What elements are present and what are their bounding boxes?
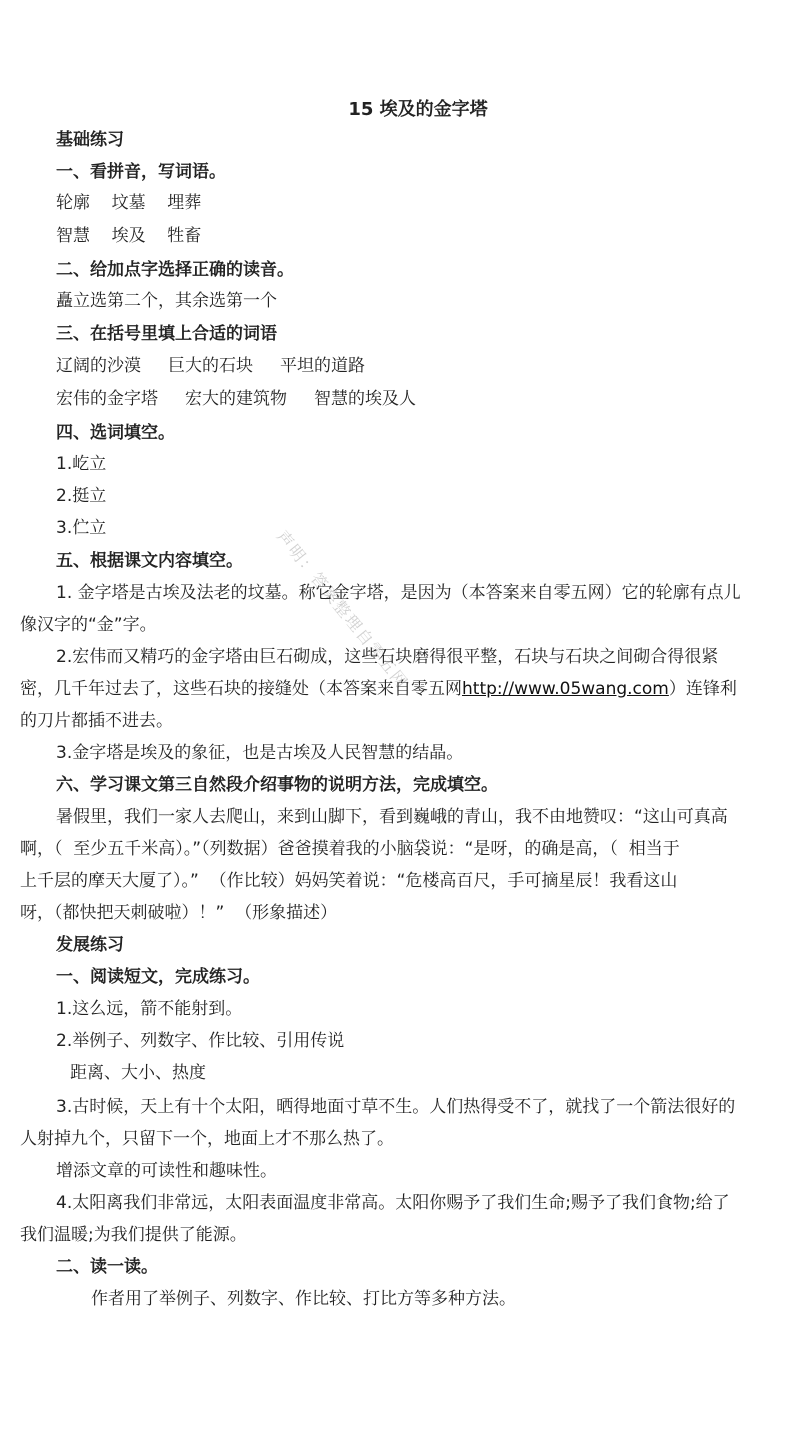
answer-line: 1.屹立	[56, 454, 107, 474]
answer-line: 增添文章的可读性和趣味性。	[56, 1161, 277, 1181]
answer-line: 1. 金字塔是古埃及法老的坟墓。称它金字塔，是因为（本答案来自零五网）它的轮廓有点儿	[56, 583, 741, 603]
question-heading: 一、看拼音，写词语。	[56, 162, 226, 182]
answer-line: 距离、大小、热度	[70, 1063, 206, 1083]
answer-text: 密，几千年过去了，这些石块的接缝处（本答案来自零五网	[20, 679, 462, 699]
source-link[interactable]: http://www.05wang.com	[462, 679, 669, 699]
answer-line: 2.宏伟而又精巧的金字塔由巨石砌成，这些石块磨得很平整，石块与石块之间砌合得很紧	[56, 647, 719, 667]
answer-line: 2.挺立	[56, 486, 107, 506]
answer-line: 像汉字的“金”字。	[20, 615, 157, 635]
answer-line	[20, 678, 737, 700]
answer-line: 人射掉九个，只留下一个，地面上才不那么热了。	[20, 1129, 394, 1149]
answer-line: 3.伫立	[56, 518, 107, 538]
answer-line: 我们温暖;为我们提供了能源。	[20, 1225, 247, 1245]
question-heading: 二、读一读。	[56, 1257, 158, 1277]
section-heading-basic: 基础练习	[56, 130, 124, 150]
answer-line: 智慧 埃及 牲畜	[56, 226, 202, 246]
answer-line: 2.举例子、列数字、作比较、引用传说	[56, 1031, 345, 1051]
answer-text: ）连锋利	[668, 679, 737, 699]
answer-line: 轮廓 坟墓 埋葬	[56, 193, 202, 213]
question-heading: 一、阅读短文，完成练习。	[56, 967, 260, 987]
answer-line: 作者用了举例子、列数字、作比较、打比方等多种方法。	[91, 1289, 516, 1309]
answer-line: 4.太阳离我们非常远，太阳表面温度非常高。太阳你赐予了我们生命;赐予了我们食物;给了	[56, 1193, 730, 1213]
question-heading: 三、在括号里填上合适的词语	[56, 324, 277, 344]
answer-line: 辽阔的沙漠 巨大的石块 平坦的道路	[56, 356, 366, 376]
answer-line: 3.金字塔是埃及的象征，也是古埃及人民智慧的结晶。	[56, 743, 464, 763]
question-heading: 四、选词填空。	[56, 423, 175, 443]
page-title: 15 埃及的金字塔	[348, 99, 488, 120]
question-heading: 五、根据课文内容填空。	[56, 551, 243, 571]
answer-line: 3.古时候，天上有十个太阳，晒得地面寸草不生。人们热得受不了，就找了一个箭法很好的	[56, 1097, 736, 1117]
watermark-text: 声明：答案整理自零五网	[272, 526, 413, 693]
answer-line: 呀，（都快把天刺破啦）！” （形象描述）	[20, 903, 338, 923]
answer-line: 啊，（ 至少五千米高）。”（列数据）爸爸摸着我的小脑袋说：“是呀，的确是高，（ 相当于	[20, 839, 680, 859]
answer-line: 暑假里，我们一家人去爬山，来到山脚下，看到巍峨的青山，我不由地赞叹：“这山可真高	[56, 807, 728, 827]
answer-line: 1.这么远，箭不能射到。	[56, 999, 243, 1019]
section-heading-develop: 发展练习	[56, 935, 124, 955]
answer-line: 宏伟的金字塔 宏大的建筑物 智慧的埃及人	[56, 389, 417, 409]
answer-line: 上千层的摩天大厦了）。” （作比较）妈妈笑着说：“危楼高百尺，手可摘星辰！我看这山	[20, 871, 678, 891]
question-heading: 二、给加点字选择正确的读音。	[56, 260, 294, 280]
question-heading: 六、学习课文第三自然段介绍事物的说明方法，完成填空。	[56, 775, 498, 795]
answer-line: 的刀片都插不进去。	[20, 711, 173, 731]
answer-line: 矗立选第二个，其余选第一个	[56, 291, 277, 311]
